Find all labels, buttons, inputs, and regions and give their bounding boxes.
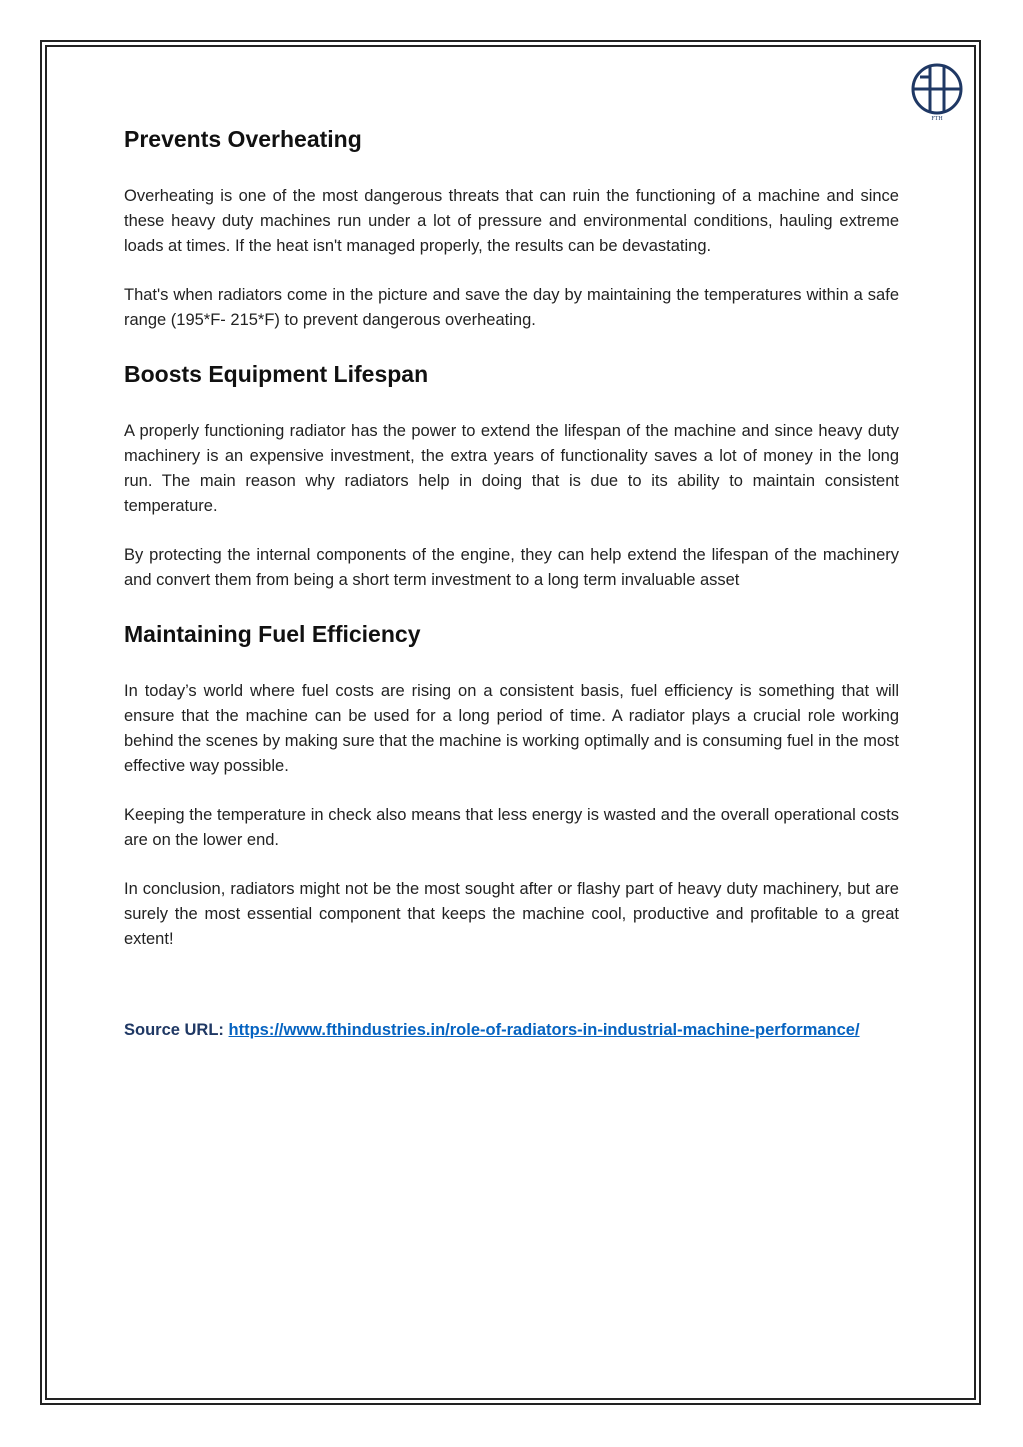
paragraph: In today’s world where fuel costs are rising on a consistent basis, fuel efficiency is something that will ensure that the machine can be used for a long period of time. A radiator plays a crucial role working behind the scenes by making sure that the machine is working optimally and is consuming fuel in the most effective way possible. — [124, 682, 899, 775]
paragraph: Keeping the temperature in check also means that less energy is wasted and the overall operational costs are on the lower end. — [124, 806, 899, 849]
paragraph: In conclusion, radiators might not be the most sought after or flashy part of heavy duty machinery, but are surely the most essential component that keeps the machine cool, productive and profitable to a great extent! — [124, 880, 899, 948]
source-url-link[interactable]: https://www.fthindustries.in/role-of-radiators-in-industrial-machine-performance/ — [228, 1021, 860, 1039]
section-heading: Prevents Overheating — [124, 126, 362, 152]
section-maintaining-fuel-efficiency — [124, 617, 899, 952]
paragraph: By protecting the internal components of the engine, they can help extend the lifespan of the machinery and convert them from being a short term investment to a long term invaluable asset — [124, 546, 899, 589]
source-line — [124, 1018, 899, 1043]
logo-caption: FTH — [931, 116, 943, 122]
paragraph: Overheating is one of the most dangerous threats that can ruin the functioning of a machine and since these heavy duty machines run under a lot of pressure and environmental conditions, hauling extreme loads at times. If the heat isn't managed properly, the results can be devastating. — [124, 187, 899, 255]
paragraph: That's when radiators come in the picture and save the day by maintaining the temperatures within a safe range (195*F- 215*F) to prevent dangerous overheating. — [124, 286, 899, 329]
document-body — [124, 122, 899, 1043]
section-prevents-overheating — [124, 122, 899, 333]
section-boosts-equipment-lifespan — [124, 357, 899, 593]
section-heading: Maintaining Fuel Efficiency — [124, 621, 421, 647]
fth-logo-icon — [906, 60, 968, 122]
paragraph: A properly functioning radiator has the power to extend the lifespan of the machine and since heavy duty machinery is an expensive investment, the extra years of functionality saves a lot of money in the long run. The main reason why radiators help in doing that is due to its ability to maintain consistent temperature. — [124, 422, 899, 515]
section-heading: Boosts Equipment Lifespan — [124, 361, 429, 387]
source-label: Source URL: — [124, 1021, 224, 1039]
